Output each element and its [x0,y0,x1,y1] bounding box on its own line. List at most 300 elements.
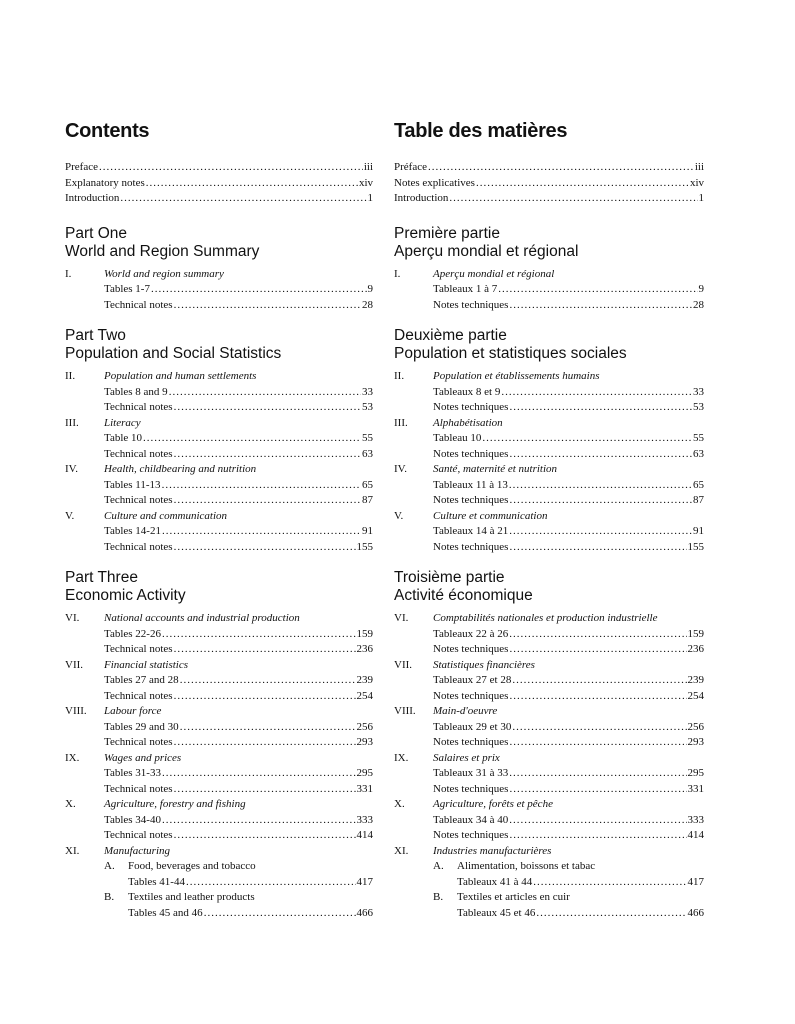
part-heading [65,569,373,605]
chapter-line-entry[interactable] [65,689,373,705]
chapter-title: Agriculture, forêts et pêche [433,798,553,810]
page-number: 9 [367,283,373,295]
dot-leader [449,191,697,207]
chapter-title: World and region summary [104,267,224,280]
dot-leader [204,906,356,922]
chapter-line-entry[interactable] [394,524,704,540]
chapter-heading[interactable] [65,704,373,720]
chapter-line-entry[interactable] [65,813,373,829]
chapter-title: National accounts and industrial production [104,612,300,624]
dot-leader [180,720,356,736]
entry-label: Notes techniques [433,736,509,748]
chapter-heading[interactable] [394,844,704,860]
part-number: Part One [65,224,128,242]
page-number: 331 [356,782,373,795]
part-name: Aperçu mondial et régional [394,242,579,260]
entry-label: Préface [394,161,427,173]
dot-leader [509,524,692,540]
page-number: iii [363,161,373,173]
dot-leader [162,524,361,540]
part-heading [394,327,704,363]
entry-label: Technical notes [104,298,173,311]
chapter-number: IX. [394,751,409,764]
chapter-line-entry[interactable] [65,735,373,751]
chapter-number: IX. [65,751,80,764]
entry-label: Tableaux 31 à 33 [433,767,509,779]
dot-leader [174,782,356,798]
section-line-entry[interactable] [65,906,373,922]
chapter-title: Alphabétisation [433,416,503,429]
part-number: Troisième partie [394,569,505,586]
dot-leader [174,540,356,556]
chapter-number: II. [394,370,405,382]
dot-leader [501,385,692,401]
dot-leader [476,176,689,192]
chapter-title: Main-d'oeuvre [433,705,498,717]
chapter-number: VI. [394,612,409,624]
page-number: 55 [693,432,704,444]
section-letter: A. [433,860,444,872]
page-number: 333 [356,813,373,826]
chapter-title: Labour force [104,705,162,717]
entry-label: Tables 27 and 28 [104,674,179,686]
chapter-number: IV. [394,463,407,475]
chapter-number: XI. [394,844,409,857]
chapter-heading[interactable] [65,611,373,627]
chapter-title: Culture et communication [433,509,548,522]
entry-label: Tableaux 8 et 9 [433,385,501,398]
dot-leader [146,176,358,192]
page-number: 295 [356,767,373,779]
entry-label: Introduction [394,192,449,204]
part-heading [65,225,373,261]
chapter-heading[interactable] [65,509,373,525]
dot-leader [509,627,686,643]
dot-leader [174,735,356,751]
entry-label: Tables 1-7 [104,283,150,295]
chapter-line-entry[interactable] [65,478,373,494]
chapter-heading[interactable] [65,462,373,478]
part-name: Population et statistiques sociales [394,345,627,362]
page-number: 65 [362,478,373,491]
entry-label: Technical notes [104,494,173,506]
part-section [65,225,373,314]
part-section [394,569,704,921]
part-section [394,327,704,555]
page-number: 159 [687,627,704,640]
dot-leader [99,160,363,176]
chapter-title: Statistiques financières [433,658,535,671]
part-number: Deuxième partie [394,327,507,344]
chapter-title: Santé, maternité et nutrition [433,463,558,475]
chapter-line-entry[interactable] [394,431,704,447]
dot-leader [509,735,686,751]
page-number: 87 [362,494,373,506]
part-name: World and Region Summary [65,242,260,260]
dot-leader [509,478,692,494]
page-number: 91 [693,525,704,537]
page-number: 63 [693,447,704,460]
chapter-heading[interactable] [65,797,373,813]
chapter-number: II. [65,370,76,382]
chapter-number: X. [394,798,405,810]
section-heading [65,859,373,875]
dot-leader [180,673,356,689]
dot-leader [509,298,692,314]
chapter-number: III. [65,416,79,429]
page-number: 295 [687,767,704,779]
chapter-line-entry[interactable] [65,642,373,658]
dot-leader [509,766,686,782]
chapter-title: Industries manufacturières [433,844,552,857]
contents-title: Table des matières [394,120,568,142]
dot-leader [169,385,361,401]
chapter-line-entry[interactable] [394,673,704,689]
dot-leader [509,493,692,509]
chapter-line-entry[interactable] [394,766,704,782]
page-number: 63 [362,447,373,460]
chapter-number: I. [394,267,401,280]
chapter-number: I. [65,267,72,280]
dot-leader [186,875,356,891]
section-heading [394,859,704,875]
dot-leader [174,642,356,658]
entry-label: Tables 11-13 [104,478,161,491]
page-number: 9 [698,283,704,295]
part-name: Activité économique [394,587,533,604]
chapter-heading[interactable] [394,416,704,432]
chapter-title: Aperçu mondial et régional [433,267,555,280]
dot-leader [428,160,694,176]
chapter-number: IV. [65,463,78,475]
dot-leader [512,720,686,736]
dot-leader [533,875,686,891]
dot-leader [509,689,686,705]
section-letter: B. [433,891,444,903]
entry-label: Tables 29 and 30 [104,720,179,733]
section-line-entry[interactable] [65,875,373,891]
chapter-line-entry[interactable] [65,431,373,447]
chapter-heading[interactable] [65,658,373,674]
section-letter: B. [104,891,115,903]
chapter-heading[interactable] [394,509,704,525]
front-matter-entry[interactable] [65,191,373,207]
chapter-title: Population et établissements humains [433,370,600,382]
dot-leader [174,298,361,314]
entry-label: Tables 34-40 [104,813,161,826]
dot-leader [482,431,692,447]
page-number: 91 [362,525,373,537]
dot-leader [509,540,686,556]
part-heading [65,327,373,363]
chapter-number: VI. [65,612,80,624]
front-matter-list [65,160,373,207]
page-number: 55 [362,432,373,444]
page-number: 293 [356,736,373,748]
section-name: Textiles and leather products [128,891,255,903]
chapter-line-entry[interactable] [65,828,373,844]
dot-leader [509,782,686,798]
chapter-number: VIII. [65,705,87,717]
dot-leader [120,191,366,207]
dot-leader [536,906,686,922]
chapter-title: Literacy [104,416,141,429]
dot-leader [509,642,686,658]
chapter-line-entry[interactable] [65,540,373,556]
chapter-heading[interactable] [394,462,704,478]
page-number: 254 [687,689,704,702]
dot-leader [162,766,356,782]
chapter-heading[interactable] [65,416,373,432]
entry-label: Technical notes [104,540,173,553]
chapter-line-entry[interactable] [65,493,373,509]
chapter-line-entry[interactable] [394,689,704,705]
entry-label: Tables 14-21 [104,525,161,537]
chapter-line-entry[interactable] [394,447,704,463]
page-number: 159 [356,627,373,640]
entry-label: Technical notes [104,736,173,748]
section-heading [65,890,373,906]
chapter-number: X. [65,798,76,810]
chapter-line-entry[interactable] [65,282,373,298]
chapter-line-entry[interactable] [394,400,704,416]
entry-label: Tableaux 34 à 40 [433,813,509,826]
dot-leader [143,431,361,447]
dot-leader [162,478,361,494]
chapter-line-entry[interactable] [394,813,704,829]
chapter-line-entry[interactable] [65,524,373,540]
chapter-line-entry[interactable] [394,627,704,643]
entry-label: Tableaux 29 et 30 [433,720,512,733]
entry-label: Notes techniques [433,401,509,413]
section-line-entry[interactable] [394,906,704,922]
page-number: 239 [687,674,704,686]
page-number: 33 [362,385,373,398]
entry-label: Technical notes [104,782,173,795]
entry-label: Notes techniques [433,540,509,553]
chapter-line-entry[interactable] [394,385,704,401]
page-number: 65 [693,478,704,491]
contents-column-english [65,120,373,921]
contents-column-french [394,120,704,921]
dot-leader [174,828,356,844]
chapter-heading[interactable] [394,658,704,674]
chapter-line-entry[interactable] [65,447,373,463]
chapter-title: Manufacturing [104,844,170,857]
chapter-line-entry[interactable] [394,642,704,658]
dot-leader [509,828,686,844]
page-number: 331 [687,782,704,795]
chapter-line-entry[interactable] [65,298,373,314]
chapter-line-entry[interactable] [394,282,704,298]
chapter-number: III. [394,416,408,429]
part-section [65,327,373,555]
entry-label: Notes explicatives [394,176,475,189]
entry-label: Tables 45 and 46 [128,906,203,919]
front-matter-entry[interactable] [65,160,373,176]
chapter-number: VIII. [394,705,416,717]
chapter-heading[interactable] [394,797,704,813]
chapter-line-entry[interactable] [65,673,373,689]
part-number: Part Two [65,327,126,344]
chapter-number: V. [394,509,404,522]
page-number: 293 [687,736,704,748]
dot-leader [151,282,367,298]
page-number: xiv [358,176,373,189]
chapter-line-entry[interactable] [394,720,704,736]
dot-leader [174,689,356,705]
entry-label: Technical notes [104,689,173,702]
chapter-number: XI. [65,844,80,857]
part-number: Part Three [65,569,138,586]
entry-label: Technical notes [104,401,173,413]
dot-leader [174,447,361,463]
part-name: Population and Social Statistics [65,345,282,362]
page-number: 417 [687,875,704,888]
chapter-line-entry[interactable] [65,766,373,782]
chapter-title: Population and human settlements [104,370,257,382]
entry-label: Tableaux 27 et 28 [433,674,512,686]
dot-leader [509,447,692,463]
chapter-line-entry[interactable] [394,478,704,494]
dot-leader [509,400,692,416]
page-number: 155 [356,540,373,553]
chapter-line-entry[interactable] [65,385,373,401]
entry-label: Tables 31-33 [104,767,161,779]
page-number: 256 [687,720,704,733]
chapter-number: VII. [65,658,84,671]
chapter-heading[interactable] [394,369,704,385]
dot-leader [174,400,361,416]
front-matter-entry[interactable] [394,176,704,192]
page-number: 417 [356,875,373,888]
page-number: 333 [687,813,704,826]
entry-label: Tables 8 and 9 [104,385,168,398]
front-matter-entry[interactable] [394,160,704,176]
chapter-line-entry[interactable] [394,493,704,509]
dot-leader [162,627,356,643]
part-section [65,569,373,921]
page-number: 1 [367,192,373,204]
section-line-entry[interactable] [394,875,704,891]
front-matter-entry[interactable] [65,176,373,192]
section-name: Alimentation, boissons et tabac [457,860,596,872]
part-name: Economic Activity [65,587,186,604]
page-number: 53 [693,401,704,413]
entry-label: Notes techniques [433,298,509,311]
chapter-number: VII. [394,658,413,671]
chapter-line-entry[interactable] [394,735,704,751]
contents-title: Contents [65,120,150,142]
chapter-line-entry[interactable] [65,627,373,643]
part-heading [394,569,704,605]
page-number: 414 [687,829,704,841]
chapter-heading[interactable] [65,844,373,860]
chapter-heading[interactable] [394,611,704,627]
page-number: 53 [362,401,373,413]
chapter-title: Salaires et prix [433,751,500,764]
part-heading [394,225,704,261]
entry-label: Preface [65,161,98,173]
chapter-number: V. [65,509,75,522]
page-number: 254 [356,689,373,702]
page-number: 466 [356,906,373,919]
chapter-title: Wages and prices [104,751,182,764]
dot-leader [174,493,361,509]
chapter-title: Agriculture, forestry and fishing [104,798,246,810]
entry-label: Tableau 10 [433,432,482,444]
chapter-line-entry[interactable] [394,540,704,556]
page-number: 1 [698,192,704,204]
chapter-line-entry[interactable] [394,298,704,314]
page-number: 236 [356,643,373,655]
entry-label: Introduction [65,192,120,204]
entry-label: Technical notes [104,643,173,655]
entry-label: Tables 41-44 [128,875,185,888]
page-number: 466 [687,906,704,919]
chapter-title: Comptabilités nationales et production industrielle [433,612,658,624]
dot-leader [498,282,697,298]
front-matter-entry[interactable] [394,191,704,207]
chapter-line-entry[interactable] [394,828,704,844]
chapter-heading[interactable] [65,751,373,767]
entry-label: Tableaux 22 à 26 [433,627,509,640]
chapter-line-entry[interactable] [65,720,373,736]
dot-leader [162,813,356,829]
chapter-heading[interactable] [394,267,704,283]
entry-label: Tableaux 11 à 13 [433,478,508,491]
section-name: Food, beverages and tobacco [128,860,256,872]
entry-label: Technical notes [104,447,173,460]
chapter-title: Financial statistics [104,658,189,671]
chapter-title: Health, childbearing and nutrition [104,463,257,475]
part-section [394,225,704,314]
chapter-heading[interactable] [394,751,704,767]
page-number: 28 [362,298,373,311]
page-number: 33 [693,385,704,398]
entry-label: Notes techniques [433,782,509,795]
page-number: 256 [356,720,373,733]
entry-label: Tableaux 41 à 44 [457,875,533,888]
section-letter: A. [104,860,115,872]
entry-label: Tables 22-26 [104,627,161,640]
chapter-line-entry[interactable] [65,400,373,416]
dot-leader [509,813,686,829]
chapter-title: Culture and communication [104,509,228,522]
entry-label: Notes techniques [433,447,509,460]
chapter-heading[interactable] [394,704,704,720]
entry-label: Notes techniques [433,494,509,506]
entry-label: Notes techniques [433,643,509,655]
page-number: 155 [687,540,704,553]
front-matter-list [394,160,704,207]
page-number: 28 [693,298,704,311]
entry-label: Notes techniques [433,829,509,841]
entry-label: Tableaux 45 et 46 [457,906,536,919]
page-number: iii [694,161,704,173]
chapter-heading[interactable] [65,267,373,283]
chapter-line-entry[interactable] [394,782,704,798]
chapter-heading[interactable] [65,369,373,385]
section-heading [394,890,704,906]
entry-label: Table 10 [104,432,143,444]
entry-label: Tableaux 1 à 7 [433,283,498,295]
entry-label: Technical notes [104,829,173,841]
entry-label: Notes techniques [433,689,509,702]
page-number: 87 [693,494,704,506]
section-name: Textiles et articles en cuir [457,891,570,903]
chapter-line-entry[interactable] [65,782,373,798]
